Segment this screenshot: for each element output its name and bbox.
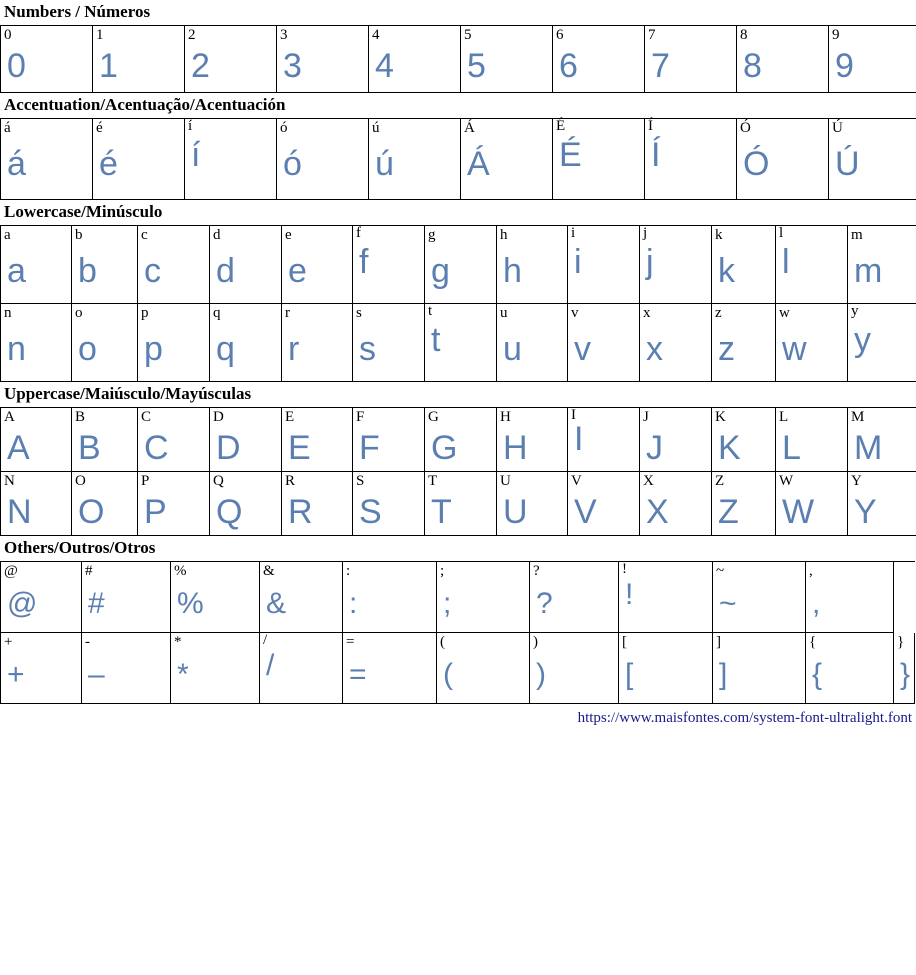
glyph-cell-l: [776, 226, 848, 304]
glyph-cell-D: [210, 408, 282, 472]
glyph-cell-1: [93, 26, 185, 93]
source-url[interactable]: https://www.maisfontes.com/system-font-ultralight.font: [577, 710, 912, 726]
glyph-sample: 0: [7, 47, 26, 85]
table-row: [1, 633, 915, 704]
table-row: [1, 562, 915, 633]
glyph-sample: U: [503, 493, 528, 531]
glyph-sample: ?: [536, 587, 553, 620]
glyph-cell-colon: [343, 562, 437, 633]
glyph-sample: u: [503, 330, 522, 368]
glyph-label: n: [4, 305, 12, 321]
glyph-sample: !: [625, 578, 634, 611]
glyph-label: 7: [648, 27, 656, 43]
glyph-label: =: [346, 634, 355, 650]
table-row: [1, 408, 916, 472]
glyph-label: 4: [372, 27, 380, 43]
section-title-uppercase: Uppercase/Maiúsculo/Mayúsculas: [4, 384, 252, 403]
glyph-cell-hash: [82, 562, 171, 633]
glyph-cell-tilde: [713, 562, 806, 633]
glyph-sample: k: [718, 252, 735, 290]
glyph-sample: 8: [743, 47, 762, 85]
glyph-cell-6: [553, 26, 645, 93]
glyph-label: É: [556, 118, 566, 134]
glyph-cell-Uacute: [829, 119, 916, 200]
glyph-table-uppercase: [0, 407, 916, 536]
glyph-sample: e: [288, 252, 307, 290]
glyph-sample: ): [536, 658, 546, 691]
glyph-sample: V: [574, 493, 597, 531]
glyph-table-others: [0, 561, 915, 704]
glyph-label: a: [4, 227, 11, 243]
glyph-cell-f: [353, 226, 425, 304]
glyph-cell-v: [568, 304, 640, 382]
glyph-label: h: [500, 227, 508, 243]
glyph-cell-q: [210, 304, 282, 382]
glyph-label: k: [715, 227, 723, 243]
glyph-cell-w: [776, 304, 848, 382]
glyph-label: K: [715, 409, 726, 425]
glyph-label: 2: [188, 27, 196, 43]
glyph-sample: &: [266, 587, 287, 620]
glyph-sample: f: [359, 243, 369, 281]
glyph-cell-brace-open: [806, 633, 894, 704]
glyph-cell-9: [829, 26, 916, 93]
glyph-sample: l: [782, 243, 790, 281]
glyph-cell-2: [185, 26, 277, 93]
glyph-label: é: [96, 120, 103, 136]
glyph-cell-c: [138, 226, 210, 304]
glyph-cell-J: [640, 408, 712, 472]
glyph-cell-percent: [171, 562, 260, 633]
glyph-cell-0: [1, 26, 93, 93]
glyph-cell-comma: [806, 562, 894, 633]
glyph-label: F: [356, 409, 365, 425]
glyph-label: 3: [280, 27, 288, 43]
glyph-label: M: [851, 409, 865, 425]
glyph-label: ,: [809, 563, 813, 579]
glyph-label: O: [75, 473, 86, 489]
glyph-cell-7: [645, 26, 737, 93]
glyph-label: D: [213, 409, 224, 425]
glyph-label: E: [285, 409, 295, 425]
glyph-label: ~: [716, 563, 725, 579]
section-title-accentuation: Accentuation/Acentuação/Acentuación: [4, 95, 286, 114]
glyph-cell-plus: [1, 633, 82, 704]
glyph-cell-t: [425, 304, 497, 382]
glyph-sample: =: [349, 658, 367, 691]
glyph-cell-h: [497, 226, 568, 304]
glyph-label: x: [643, 305, 651, 321]
glyph-cell-e: [282, 226, 353, 304]
glyph-label: :: [346, 563, 351, 579]
glyph-sample: j: [646, 243, 654, 281]
glyph-label: B: [75, 409, 86, 425]
glyph-cell-T: [425, 472, 497, 536]
glyph-sample: ;: [443, 587, 452, 620]
glyph-label: 0: [4, 27, 12, 43]
glyph-label: -: [85, 634, 90, 650]
glyph-cell-M: [848, 408, 916, 472]
glyph-cell-N: [1, 472, 72, 536]
glyph-label: ú: [372, 120, 380, 136]
glyph-cell-s: [353, 304, 425, 382]
glyph-label: b: [75, 227, 83, 243]
glyph-sample: C: [144, 429, 169, 467]
glyph-label: í: [188, 118, 193, 134]
glyph-sample: r: [288, 330, 300, 368]
glyph-label: Ú: [832, 120, 843, 136]
glyph-cell-W: [776, 472, 848, 536]
glyph-label: c: [141, 227, 148, 243]
glyph-label: *: [174, 634, 182, 650]
glyph-sample: 5: [467, 47, 486, 85]
glyph-cell-n: [1, 304, 72, 382]
glyph-sample: R: [288, 493, 313, 531]
glyph-cell-equals: [343, 633, 437, 704]
glyph-label: i: [571, 225, 576, 241]
glyph-sample: M: [854, 429, 883, 467]
glyph-label: @: [4, 563, 18, 579]
glyph-cell-R: [282, 472, 353, 536]
glyph-label: P: [141, 473, 150, 489]
glyph-cell-E: [282, 408, 353, 472]
glyph-sample: h: [503, 252, 522, 290]
glyph-sample: H: [503, 429, 528, 467]
glyph-label: ]: [716, 634, 721, 650]
glyph-cell-8: [737, 26, 829, 93]
glyph-sample: 3: [283, 47, 302, 85]
glyph-cell-O: [72, 472, 138, 536]
glyph-cell-z: [712, 304, 776, 382]
section-title-numbers: Numbers / Números: [4, 2, 151, 21]
glyph-label: v: [571, 305, 579, 321]
glyph-label: I: [571, 407, 576, 423]
glyph-cell-I: [568, 408, 640, 472]
glyph-cell-x: [640, 304, 712, 382]
glyph-sample: [: [625, 658, 634, 691]
table-row: [1, 226, 916, 304]
glyph-sample: +: [7, 658, 25, 691]
glyph-cell-u: [497, 304, 568, 382]
glyph-sample: %: [177, 587, 204, 620]
glyph-cell-iacute: [185, 119, 277, 200]
glyph-sample: d: [216, 252, 235, 290]
glyph-label: l: [779, 225, 784, 241]
glyph-sample: Ú: [835, 145, 860, 183]
glyph-label: g: [428, 227, 436, 243]
glyph-sample: É: [559, 136, 582, 174]
glyph-sample: b: [78, 252, 97, 290]
glyph-label: A: [4, 409, 15, 425]
glyph-sample: ]: [719, 658, 728, 691]
glyph-table-accentuation: [0, 118, 916, 200]
glyph-sample: L: [782, 429, 801, 467]
glyph-label: !: [622, 561, 627, 577]
glyph-cell-exclamation: [619, 562, 713, 633]
glyph-cell-slash: [260, 633, 343, 704]
glyph-cell-4: [369, 26, 461, 93]
table-row: [1, 119, 916, 200]
glyph-label: ó: [280, 120, 288, 136]
section-title-lowercase: Lowercase/Minúsculo: [4, 202, 163, 221]
glyph-sample: 9: [835, 47, 854, 85]
glyph-cell-g: [425, 226, 497, 304]
glyph-sample: W: [782, 493, 815, 531]
glyph-label: /: [263, 632, 268, 648]
glyph-sample: i: [574, 243, 582, 281]
glyph-label: X: [643, 473, 654, 489]
glyph-sample: w: [782, 330, 807, 368]
glyph-label: ?: [533, 563, 540, 579]
glyph-sample: (: [443, 658, 453, 691]
glyph-sample: y: [854, 321, 871, 359]
table-row: [1, 472, 916, 536]
glyph-cell-m: [848, 226, 916, 304]
glyph-label: f: [356, 225, 361, 241]
glyph-sample: 6: [559, 47, 578, 85]
glyph-label: S: [356, 473, 365, 489]
glyph-cell-asterisk: [171, 633, 260, 704]
glyph-label: 9: [832, 27, 840, 43]
glyph-sample: Z: [718, 493, 739, 531]
glyph-cell-S: [353, 472, 425, 536]
glyph-cell-j: [640, 226, 712, 304]
glyph-cell-i: [568, 226, 640, 304]
glyph-sample: t: [431, 321, 441, 359]
glyph-label: r: [285, 305, 290, 321]
glyph-sample: q: [216, 330, 235, 368]
glyph-cell-oacute: [277, 119, 369, 200]
glyph-sample: 7: [651, 47, 670, 85]
glyph-label: 8: [740, 27, 748, 43]
glyph-cell-Oacute: [737, 119, 829, 200]
glyph-sample: x: [646, 330, 663, 368]
glyph-label: &: [263, 563, 275, 579]
glyph-sample: s: [359, 330, 376, 368]
glyph-sample: O: [78, 493, 105, 531]
glyph-sample: S: [359, 493, 382, 531]
glyph-label: L: [779, 409, 789, 425]
glyph-sample: E: [288, 429, 311, 467]
glyph-sample: @: [7, 587, 38, 620]
glyph-cell-3: [277, 26, 369, 93]
glyph-label: u: [500, 305, 508, 321]
glyph-label: o: [75, 305, 83, 321]
glyph-label: 5: [464, 27, 472, 43]
glyph-cell-Z: [712, 472, 776, 536]
glyph-cell-Aacute: [461, 119, 553, 200]
glyph-sample: T: [431, 493, 452, 531]
glyph-sample: }: [900, 657, 911, 691]
glyph-label: ;: [440, 563, 445, 579]
glyph-label: ): [533, 634, 538, 650]
glyph-label: [: [622, 634, 627, 650]
glyph-label: á: [4, 120, 11, 136]
glyph-cell-Iacute: [645, 119, 737, 200]
glyph-cell-F: [353, 408, 425, 472]
glyph-sample: /: [266, 649, 275, 682]
glyph-label: j: [643, 225, 648, 241]
glyph-cell-d: [210, 226, 282, 304]
glyph-label: #: [85, 563, 93, 579]
glyph-sample: n: [7, 330, 26, 368]
glyph-sample: 4: [375, 47, 394, 85]
glyph-cell-aacute: [1, 119, 93, 200]
glyph-label: N: [4, 473, 15, 489]
glyph-cell-L: [776, 408, 848, 472]
glyph-sample: ó: [283, 145, 302, 183]
glyph-label: H: [500, 409, 511, 425]
glyph-sample: ~: [719, 587, 737, 620]
glyph-label: C: [141, 409, 152, 425]
glyph-sample: F: [359, 429, 380, 467]
glyph-cell-at: [1, 562, 82, 633]
glyph-label: y: [851, 303, 859, 319]
glyph-sample: é: [99, 145, 118, 183]
glyph-sample: K: [718, 429, 741, 467]
glyph-cell-Q: [210, 472, 282, 536]
glyph-label: Q: [213, 473, 224, 489]
glyph-label: d: [213, 227, 221, 243]
glyph-label: V: [571, 473, 582, 489]
glyph-label: R: [285, 473, 296, 489]
glyph-label: Z: [715, 473, 725, 489]
glyph-label: Y: [851, 473, 862, 489]
glyph-cell-U: [497, 472, 568, 536]
glyph-sample: á: [7, 145, 26, 183]
glyph-sample: Á: [467, 145, 490, 183]
glyph-sample: B: [78, 429, 101, 467]
table-row: [1, 304, 916, 382]
glyph-sample: Y: [854, 493, 877, 531]
glyph-label: e: [285, 227, 292, 243]
glyph-sample: J: [646, 429, 663, 467]
glyph-label: Á: [464, 120, 475, 136]
glyph-label: %: [174, 563, 187, 579]
glyph-cell-G: [425, 408, 497, 472]
glyph-label: G: [428, 409, 439, 425]
glyph-cell-B: [72, 408, 138, 472]
glyph-cell-uacute: [369, 119, 461, 200]
glyph-cell-5: [461, 26, 553, 93]
glyph-sample: {: [812, 658, 823, 691]
glyph-cell-A: [1, 408, 72, 472]
section-title-others: Others/Outros/Otros: [4, 538, 156, 557]
glyph-label: s: [356, 305, 362, 321]
glyph-label: 1: [96, 27, 104, 43]
glyph-cell-paren-close: [530, 633, 619, 704]
glyph-sample: *: [177, 658, 189, 691]
glyph-sample: P: [144, 493, 167, 531]
glyph-sample: v: [574, 330, 591, 368]
glyph-cell-Eacute: [553, 119, 645, 200]
glyph-label: w: [779, 305, 790, 321]
glyph-label: m: [851, 227, 863, 243]
glyph-cell-paren-open: [437, 633, 530, 704]
glyph-cell-Y: [848, 472, 916, 536]
glyph-sample: Ó: [743, 145, 770, 183]
glyph-cell-minus: [82, 633, 171, 704]
glyph-cell-P: [138, 472, 210, 536]
glyph-sample: –: [88, 658, 105, 691]
glyph-cell-ampersand: [260, 562, 343, 633]
glyph-sample: ,: [812, 587, 821, 620]
glyph-sample: ú: [375, 145, 394, 183]
glyph-sample: 1: [99, 47, 118, 85]
glyph-cell-V: [568, 472, 640, 536]
glyph-label: z: [715, 305, 722, 321]
glyph-label: (: [440, 634, 445, 650]
glyph-cell-K: [712, 408, 776, 472]
glyph-label: J: [643, 409, 649, 425]
glyph-sample: c: [144, 252, 161, 290]
glyph-table-numbers: [0, 25, 916, 93]
glyph-cell-bracket-open: [619, 633, 713, 704]
glyph-sample: a: [7, 252, 26, 290]
glyph-label: U: [500, 473, 511, 489]
glyph-label: }: [897, 633, 905, 650]
glyph-sample: í: [191, 136, 201, 174]
glyph-sample: D: [216, 429, 241, 467]
glyph-cell-o: [72, 304, 138, 382]
glyph-label: T: [428, 473, 438, 489]
glyph-sample: #: [88, 587, 105, 620]
glyph-cell-eacute: [93, 119, 185, 200]
glyph-cell-y: [848, 304, 916, 382]
glyph-sample: o: [78, 330, 97, 368]
glyph-sample: 2: [191, 47, 210, 85]
glyph-cell-b: [72, 226, 138, 304]
table-row: [1, 26, 916, 93]
glyph-sample: X: [646, 493, 669, 531]
glyph-cell-H: [497, 408, 568, 472]
glyph-cell-k: [712, 226, 776, 304]
glyph-sample: z: [718, 330, 735, 368]
glyph-label: t: [428, 303, 433, 319]
glyph-sample: A: [7, 429, 30, 467]
glyph-cell-C: [138, 408, 210, 472]
glyph-label: +: [4, 634, 13, 650]
glyph-cell-bracket-close: [713, 633, 806, 704]
glyph-label: Í: [648, 118, 653, 134]
glyph-table-lowercase: [0, 225, 916, 382]
glyph-sample: p: [144, 330, 163, 368]
glyph-label: 6: [556, 27, 564, 43]
glyph-label: W: [779, 473, 794, 489]
glyph-sample: I: [574, 420, 584, 458]
glyph-sample: m: [854, 252, 883, 290]
glyph-sample: g: [431, 252, 450, 290]
glyph-cell-brace-close: [894, 633, 915, 704]
glyph-label: q: [213, 305, 221, 321]
glyph-label: {: [809, 634, 817, 650]
glyph-cell-semicolon: [437, 562, 530, 633]
glyph-sample: Í: [651, 136, 661, 174]
glyph-label: p: [141, 305, 149, 321]
glyph-sample: N: [7, 493, 32, 531]
glyph-cell-X: [640, 472, 712, 536]
glyph-sample: Q: [216, 493, 243, 531]
glyph-cell-a: [1, 226, 72, 304]
glyph-sample: :: [349, 587, 358, 620]
glyph-label: Ó: [740, 120, 751, 136]
glyph-sample: G: [431, 429, 458, 467]
glyph-cell-question: [530, 562, 619, 633]
glyph-cell-p: [138, 304, 210, 382]
glyph-cell-r: [282, 304, 353, 382]
